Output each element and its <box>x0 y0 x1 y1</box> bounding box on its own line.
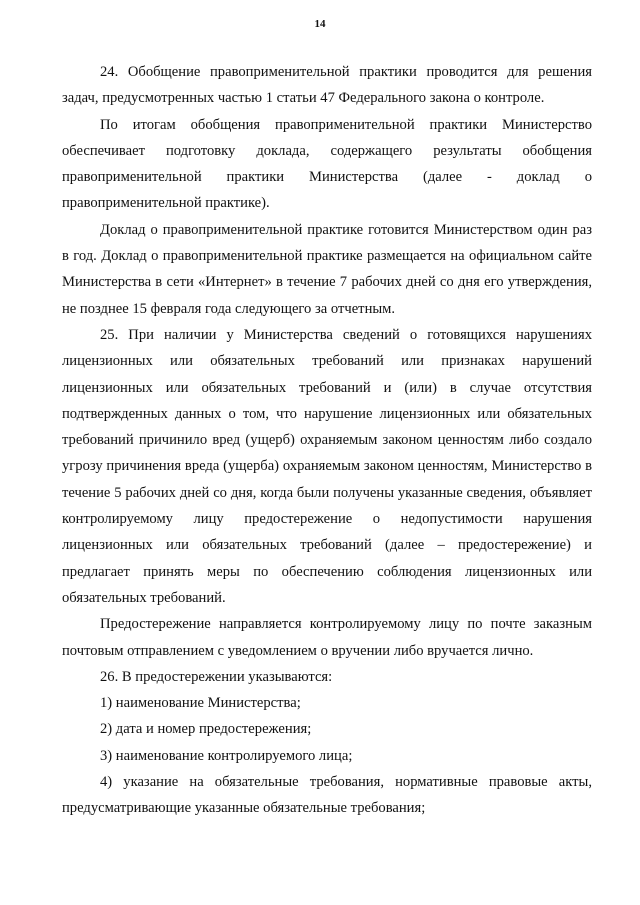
list-item-2: 2) дата и номер предостережения; <box>100 721 312 738</box>
list-item-1: 1) наименование Министерства; <box>100 695 301 712</box>
list-item-4: 4) указание на обязательные требования, нормативные правовые акты, предусматривающие указанные обязательные требования; <box>62 774 592 817</box>
paragraph-report-publication: Доклад о правоприменительной практике готовится Министерством один раз в год. Доклад о правоприменительной практике размещается на официальном сайте Министерства в сети «Интернет» в течение 7 рабочих дней со дня его утверждения, не позднее 15 февраля года следующего за отчетным. <box>62 221 592 317</box>
paragraph-25: 25. При наличии у Министерства сведений о готовящихся нарушениях лицензионных или обязательных требований или признаках нарушений лицензионных или обязательных требований и (или) в случае отсутствия подтвержденных данных о том, что нарушение лицензионных или обязательных требований причинило вред (ущерб) охраняемым законом ценностям либо создало угрозу причинения вреда (ущерба) охраняемым законом ценностям, Министерство в течение 5 рабочих дней со дня, когда были получены указанные сведения, объявляет контролируемому лицу предостережение о недопустимости нарушения лицензионных или обязательных требований (далее – предостережение) и предлагает принять меры по обеспечению соблюдения лицензионных или обязательных требований. <box>62 326 592 606</box>
document-body <box>62 59 592 822</box>
list-item-3: 3) наименование контролируемого лица; <box>100 747 353 764</box>
paragraph-report-preparation: По итогам обобщения правоприменительной практики Министерство обеспечивает подготовку доклада, содержащего результаты обобщения правоприменительной практики Министерства (далее - доклад о правоприменительной практике). <box>62 116 592 212</box>
paragraph-warning-delivery: Предостережение направляется контролируемому лицу по почте заказным почтовым отправлением с уведомлением о вручении либо вручается лично. <box>62 616 592 659</box>
paragraph-24: 24. Обобщение правоприменительной практики проводится для решения задач, предусмотренных частью 1 статьи 47 Федерального закона о контроле. <box>62 64 592 107</box>
paragraph-26: 26. В предостережении указываются: <box>100 668 333 685</box>
page-number: 14 <box>314 18 326 30</box>
